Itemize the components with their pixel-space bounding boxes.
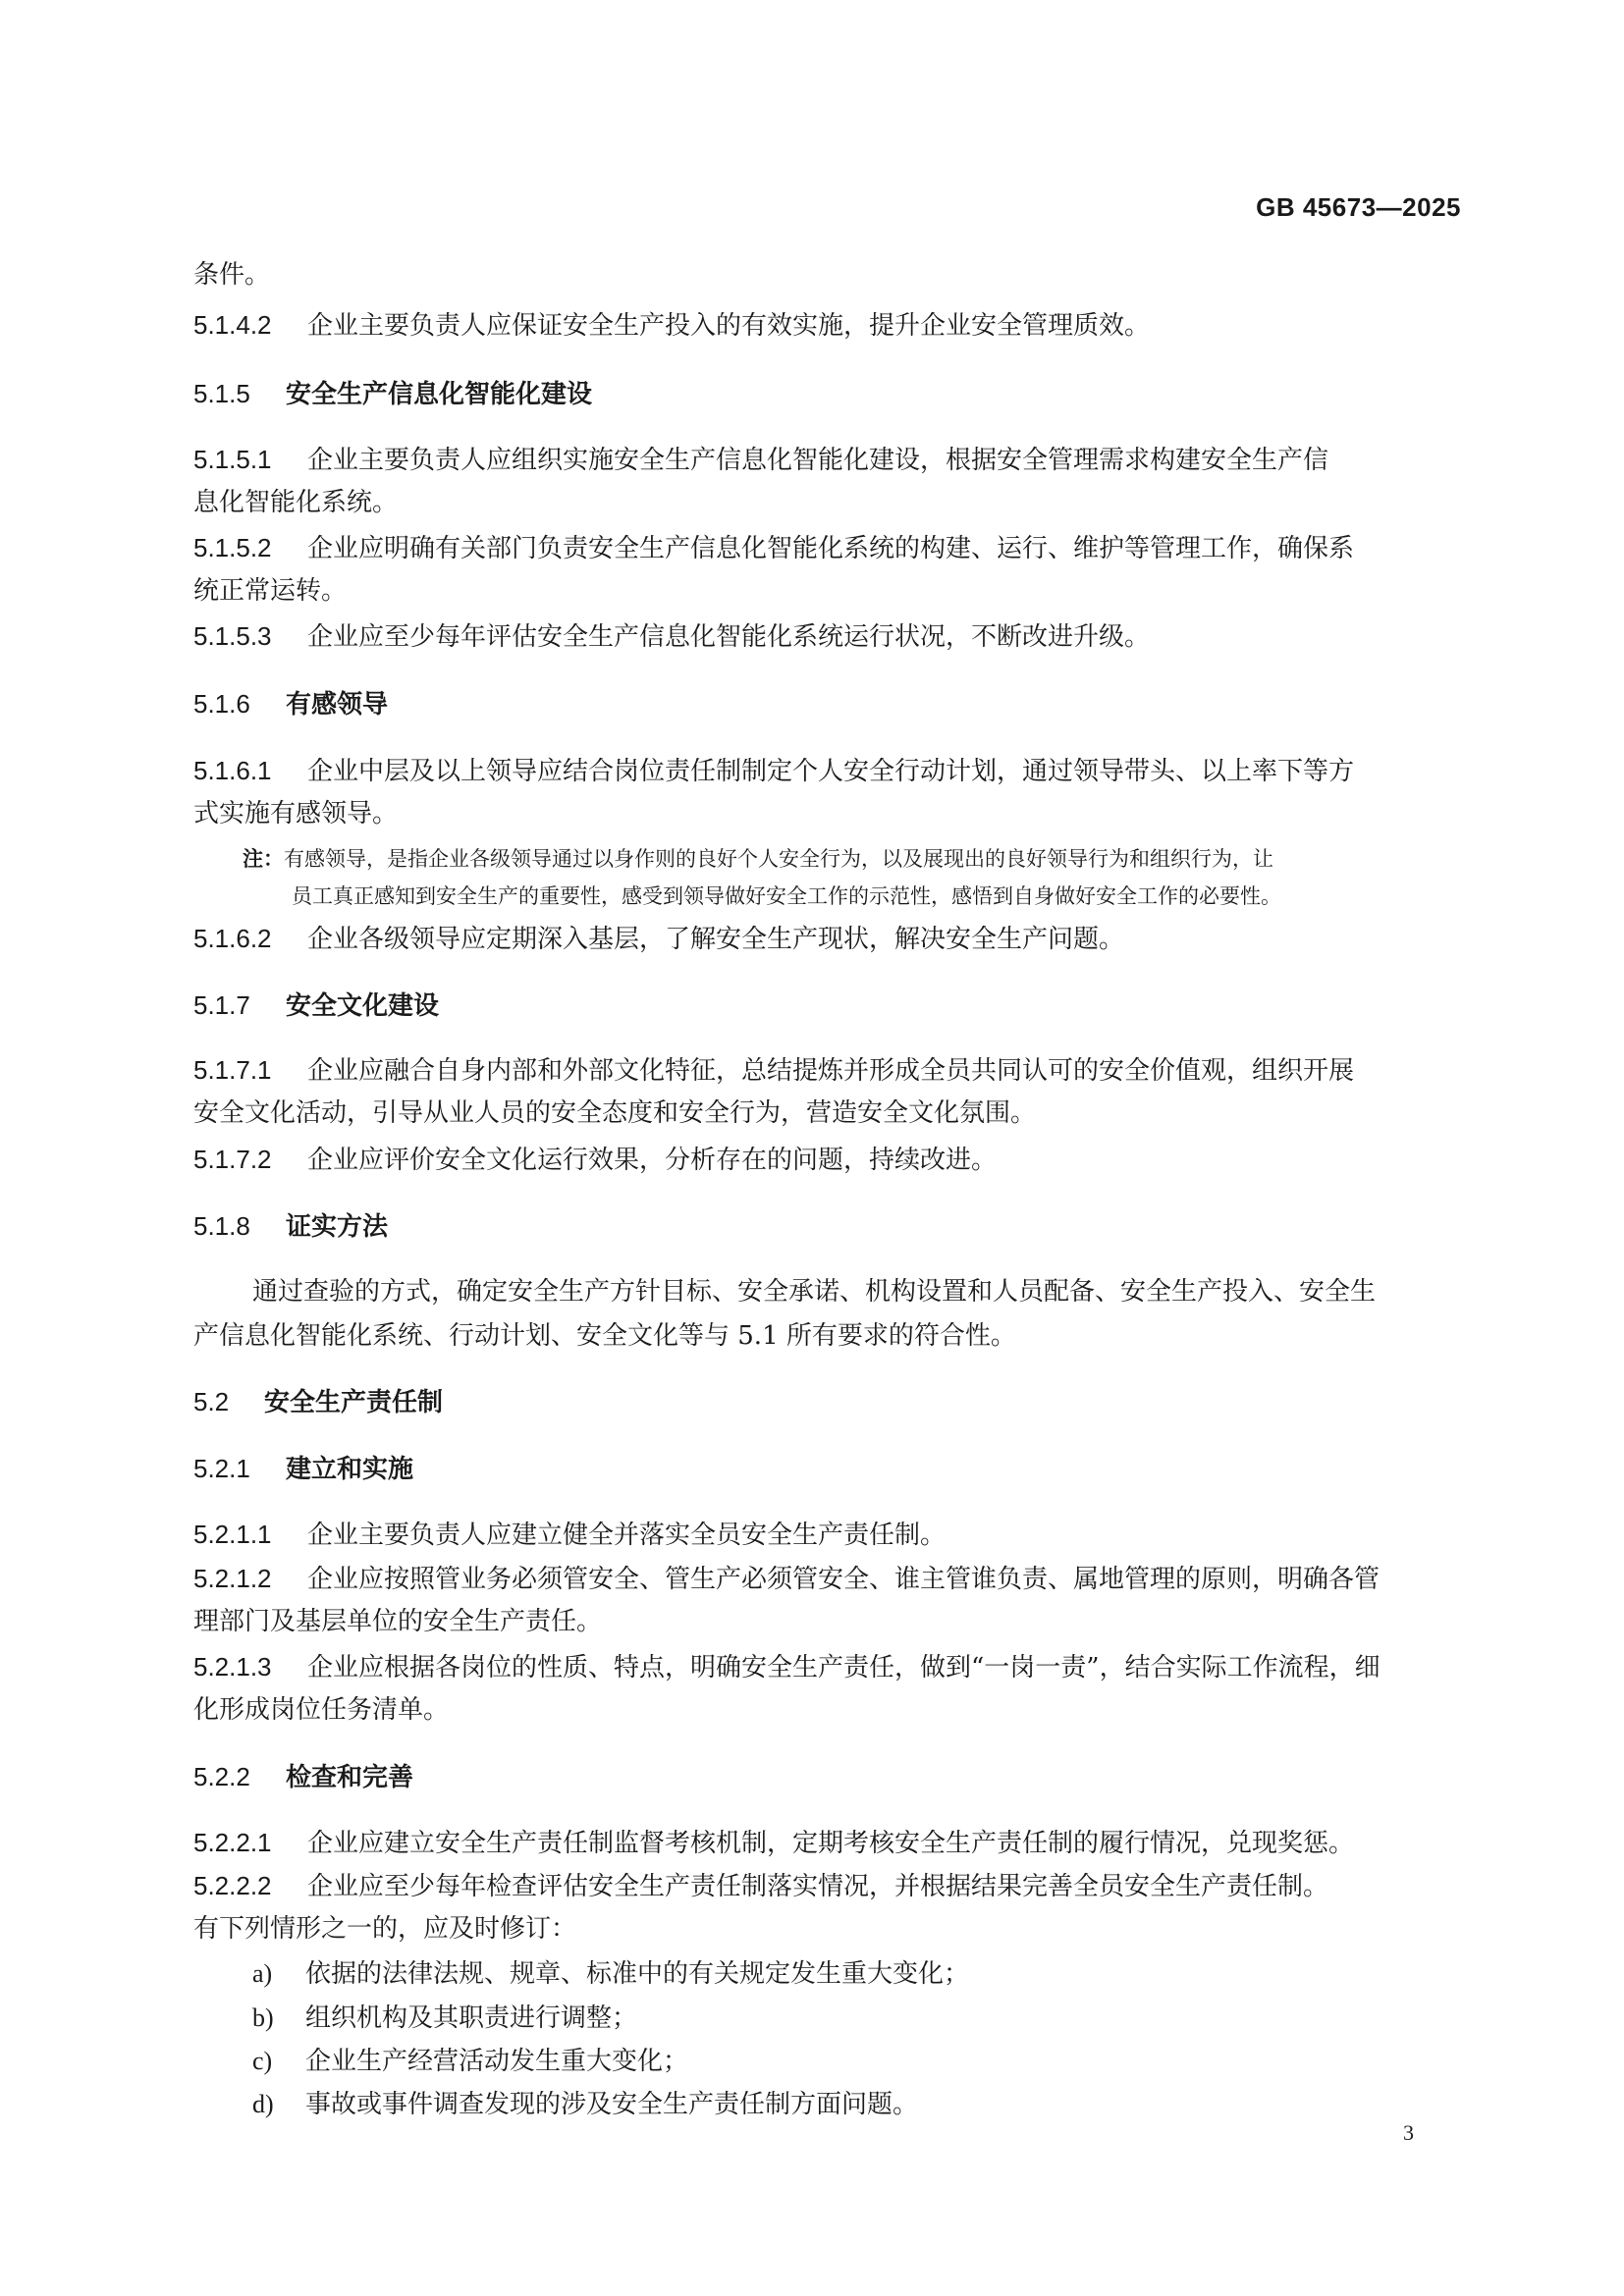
body-line: 式实施有感领导。 bbox=[193, 799, 399, 828]
note-label: 注： bbox=[243, 847, 284, 871]
list-item: c) 企业生产经营活动发生重大变化； bbox=[252, 2044, 688, 2079]
section-heading-5-1-8: 5.1.8 证实方法 bbox=[193, 1211, 389, 1242]
section-heading-5-2: 5.2 安全生产责任制 bbox=[193, 1387, 444, 1417]
body-line: 理部门及基层单位的安全生产责任。 bbox=[193, 1607, 603, 1636]
list-item: a) 依据的法律法规、规章、标准中的有关规定发生重大变化； bbox=[252, 1956, 969, 1992]
body-line: 息化智能化系统。 bbox=[193, 488, 399, 517]
clause-5-1-6-1: 5.1.6.1 企业中层及以上领导应结合岗位责任制制定个人安全行动计划，通过领导带头、以上率下等方 bbox=[193, 756, 1355, 786]
body-line: 安全文化活动，引导从业人员的安全态度和安全行为，营造安全文化氛围。 bbox=[193, 1098, 1037, 1128]
list-item: d) 事故或事件调查发现的涉及安全生产责任制方面问题。 bbox=[252, 2087, 918, 2122]
list-marker: a) bbox=[252, 1959, 273, 1988]
clause-5-2-1-1: 5.2.1.1 企业主要负责人应建立健全并落实全员安全生产责任制。 bbox=[193, 1520, 947, 1550]
body-line: 产信息化智能化系统、行动计划、安全文化等与 5.1 所有要求的符合性。 bbox=[193, 1321, 1016, 1351]
body-line: 条件。 bbox=[193, 260, 271, 290]
list-marker: c) bbox=[252, 2047, 273, 2075]
list-marker: d) bbox=[252, 2090, 274, 2118]
clause-5-1-5-1: 5.1.5.1 企业主要负责人应组织实施安全生产信息化智能化建设，根据安全管理需求构建安全生产信 bbox=[193, 445, 1329, 475]
clause-5-1-5-2: 5.1.5.2 企业应明确有关部门负责安全生产信息化智能化系统的构建、运行、维护等管理工作，确保系 bbox=[193, 533, 1355, 563]
clause-5-2-1-3: 5.2.1.3 企业应根据各岗位的性质、特点，明确安全生产责任，做到“一岗一责”，结合实际工作流程，细 bbox=[193, 1652, 1380, 1682]
clause-5-2-2-1: 5.2.2.1 企业应建立安全生产责任制监督考核机制，定期考核安全生产责任制的履行情况，兑现奖惩。 bbox=[193, 1828, 1355, 1858]
note-line: 注：有感领导，是指企业各级领导通过以身作则的良好个人安全行为，以及展现出的良好领导行为和组织行为，让 bbox=[243, 847, 1273, 871]
clause-5-1-4-2: 5.1.4.2 企业主要负责人应保证安全生产投入的有效实施，提升企业安全管理质效。 bbox=[193, 310, 1151, 341]
note-line: 员工真正感知到安全生产的重要性，感受到领导做好安全工作的示范性，感悟到自身做好安全工作的必要性。 bbox=[292, 884, 1281, 908]
clause-5-1-6-2: 5.1.6.2 企业各级领导应定期深入基层，了解安全生产现状，解决安全生产问题。 bbox=[193, 924, 1125, 954]
section-heading-5-2-2: 5.2.2 检查和完善 bbox=[193, 1762, 414, 1792]
clause-5-1-5-3: 5.1.5.3 企业应至少每年评估安全生产信息化智能化系统运行状况，不断改进升级。 bbox=[193, 621, 1151, 652]
list-marker: b) bbox=[252, 2003, 274, 2032]
body-line: 化形成岗位任务清单。 bbox=[193, 1695, 450, 1725]
standard-code: GB 45673—2025 bbox=[1256, 192, 1461, 222]
section-heading-5-1-5: 5.1.5 安全生产信息化智能化建设 bbox=[193, 379, 593, 409]
section-heading-5-1-6: 5.1.6 有感领导 bbox=[193, 689, 389, 720]
section-heading-5-1-7: 5.1.7 安全文化建设 bbox=[193, 990, 440, 1021]
clause-5-2-2-2: 5.2.2.2 企业应至少每年检查评估安全生产责任制落实情况，并根据结果完善全员安全生产责任制。 bbox=[193, 1871, 1329, 1901]
clause-5-2-1-2: 5.2.1.2 企业应按照管业务必须管安全、管生产必须管安全、谁主管谁负责、属地管理的原则，明确各管 bbox=[193, 1564, 1380, 1594]
body-line: 有下列情形之一的，应及时修订： bbox=[193, 1914, 577, 1944]
body-line: 统正常运转。 bbox=[193, 576, 348, 606]
section-heading-5-2-1: 5.2.1 建立和实施 bbox=[193, 1454, 414, 1484]
list-item: b) 组织机构及其职责进行调整； bbox=[252, 2001, 637, 2036]
body-paragraph: 通过查验的方式，确定安全生产方针目标、安全承诺、机构设置和人员配备、安全生产投入、安全生 bbox=[252, 1277, 1377, 1307]
clause-5-1-7-1: 5.1.7.1 企业应融合自身内部和外部文化特征，总结提炼并形成全员共同认可的安全价值观，组织开展 bbox=[193, 1055, 1355, 1086]
clause-5-1-7-2: 5.1.7.2 企业应评价安全文化运行效果，分析存在的问题，持续改进。 bbox=[193, 1145, 998, 1175]
page-number: 3 bbox=[1403, 2120, 1414, 2145]
